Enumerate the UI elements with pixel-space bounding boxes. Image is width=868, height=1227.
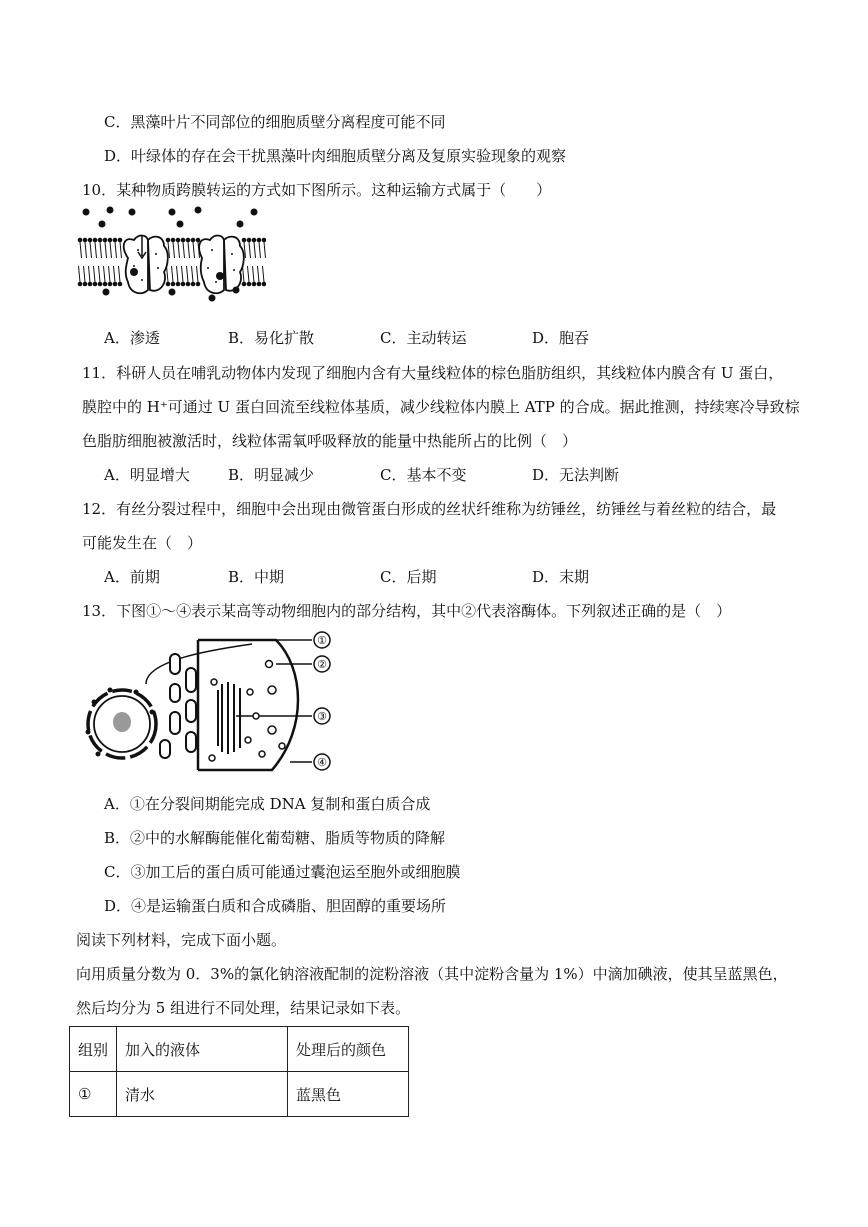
- q10-option-d: D．胞吞: [532, 329, 590, 347]
- results-table: [69, 1026, 409, 1117]
- q11-line-1: 11．科研人员在哺乳动物体内发现了细胞内含有大量线粒体的棕色脂肪组织，其线粒体内膜含有 U 蛋白，: [82, 364, 784, 382]
- q11-line-3: 色脂肪细胞被激活时，线粒体需氧呼吸释放的能量中热能所占的比例（ ）: [82, 432, 578, 450]
- q12-line-2: 可能发生在（ ）: [82, 534, 203, 552]
- q13-option-c: C．③加工后的蛋白质可能通过囊泡运至胞外或细胞膜: [104, 863, 461, 881]
- table-cell: 清水: [117, 1072, 288, 1117]
- table-header-cell: 加入的液体: [117, 1027, 288, 1072]
- q13-stem: 13．下图①～④表示某高等动物细胞内的部分结构，其中②代表溶酶体。下列叙述正确的是（ ）: [82, 602, 732, 620]
- q13-option-a: A．①在分裂间期能完成 DNA 复制和蛋白质合成: [104, 795, 431, 813]
- reading-line-1: 向用质量分数为 0．3%的氯化钠溶液配制的淀粉溶液（其中淀粉含量为 1%）中滴加碘液，使其呈蓝黑色，: [76, 965, 788, 983]
- q12-options: [104, 567, 589, 587]
- q12-option-a: A．前期: [104, 568, 160, 586]
- q10-option-c: C．主动转运: [380, 329, 467, 347]
- q9-option-d: D．叶绿体的存在会干扰黑藻叶肉细胞质壁分离及复原实验现象的观察: [104, 147, 567, 165]
- q11-option-a: A．明显增大: [104, 466, 190, 484]
- table-row: [70, 1072, 409, 1117]
- q12-option-d: D．末期: [532, 568, 590, 586]
- q12-line-1: 12．有丝分裂过程中，细胞中会出现由微管蛋白形成的丝状纤维称为纺锤丝，纺锤丝与着丝粒的结合，最: [82, 500, 777, 518]
- table-header-row: [70, 1027, 409, 1072]
- q11-options: [104, 465, 619, 485]
- q10-options: [104, 328, 589, 348]
- q13-option-b: B．②中的水解酶能催化葡萄糖、脂质等物质的降解: [104, 829, 446, 847]
- diagram-label-1: ①: [317, 635, 327, 647]
- table-header-cell: 处理后的颜色: [288, 1027, 409, 1072]
- q11-option-b: B．明显减少: [228, 466, 315, 484]
- diagram-label-2: ②: [317, 659, 327, 671]
- q12-option-c: C．后期: [380, 568, 437, 586]
- q12-option-b: B．中期: [228, 568, 285, 586]
- cell-structure-diagram: [76, 628, 346, 778]
- q11-option-c: C．基本不变: [380, 466, 467, 484]
- reading-intro: 阅读下列材料，完成下面小题。: [76, 931, 287, 949]
- diagram-label-4: ④: [317, 757, 327, 769]
- q10-option-a: A．渗透: [104, 329, 160, 347]
- membrane-transport-diagram: [76, 206, 266, 306]
- table-cell: 蓝黑色: [288, 1072, 409, 1117]
- diagram-label-3: ③: [317, 711, 327, 723]
- table-cell: ①: [70, 1072, 117, 1117]
- q13-option-d: D．④是运输蛋白质和合成磷脂、胆固醇的重要场所: [104, 897, 447, 915]
- q9-option-c: C．黑藻叶片不同部位的细胞质壁分离程度可能不同: [104, 113, 446, 131]
- q10-stem: 10．某种物质跨膜转运的方式如下图所示。这种运输方式属于（ ）: [82, 181, 552, 199]
- q11-line-2: 膜腔中的 H⁺可通过 U 蛋白回流至线粒体基质，减少线粒体内膜上 ATP 的合成。据此推测，持续寒冷导致棕: [82, 398, 800, 416]
- table-header-cell: 组别: [70, 1027, 117, 1072]
- q11-option-d: D．无法判断: [532, 466, 620, 484]
- q10-option-b: B．易化扩散: [228, 329, 315, 347]
- reading-line-2: 然后均分为 5 组进行不同处理，结果记录如下表。: [76, 999, 411, 1017]
